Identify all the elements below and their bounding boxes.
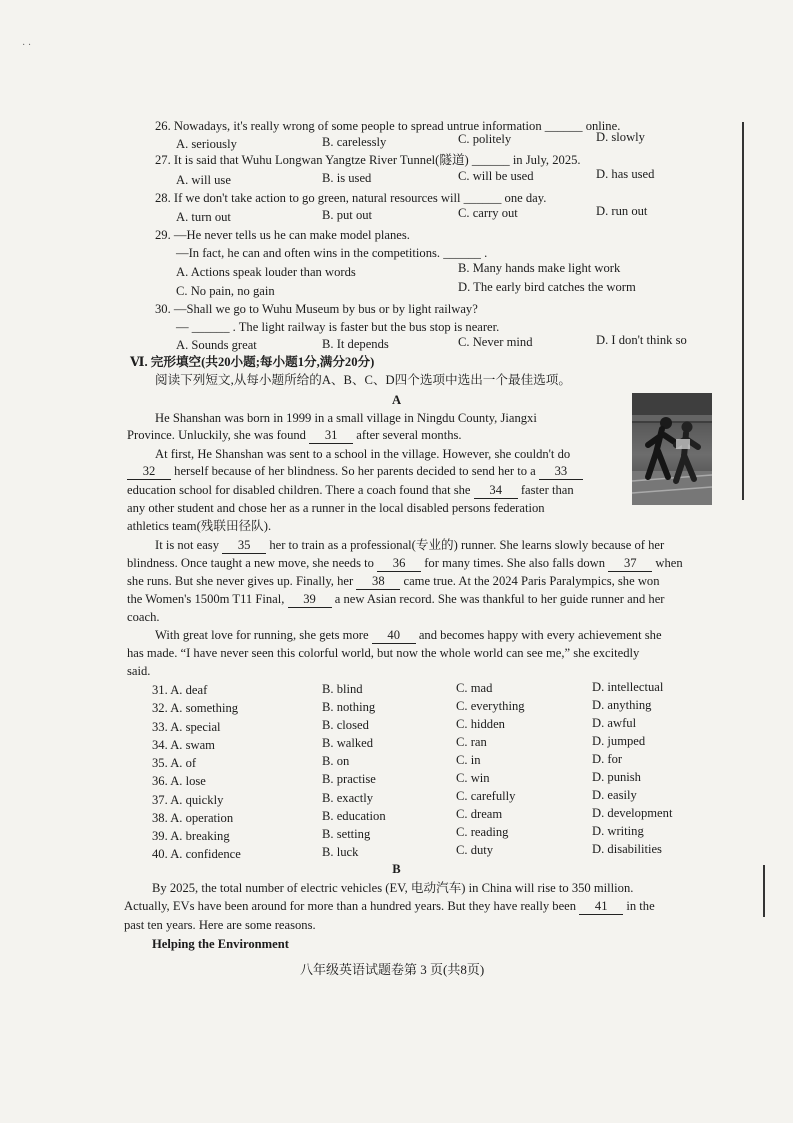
margin-rule-top bbox=[742, 122, 744, 500]
passage-text: in the bbox=[626, 899, 655, 913]
cloze-option: C. carefully bbox=[456, 789, 516, 803]
cloze-option: B. walked bbox=[322, 736, 374, 750]
cloze-option: C. reading bbox=[456, 825, 509, 839]
cloze-option: D. awful bbox=[592, 716, 637, 730]
cloze-option: D. jumped bbox=[592, 734, 646, 748]
option: A. Sounds great bbox=[176, 338, 257, 352]
cloze-option: D. punish bbox=[592, 770, 641, 784]
cloze-option: D. easily bbox=[592, 788, 637, 802]
cloze-option: D. development bbox=[592, 806, 673, 820]
section-title: Ⅵ. 完形填空(共20小题;每小题1分,满分20分) bbox=[130, 355, 375, 369]
passage-text: after several months. bbox=[356, 428, 462, 442]
option: C. will be used bbox=[458, 169, 534, 183]
passage-text: education school for disabled children. There a coach found that she bbox=[127, 483, 471, 497]
blank-35[interactable]: 35 bbox=[222, 537, 266, 554]
passage-line: At first, He Shanshan was sent to a school in the village. However, she couldn't do bbox=[155, 447, 571, 461]
blank-32[interactable]: 32 bbox=[127, 463, 171, 480]
section-instruction: 阅读下列短文,从每小题所给的A、B、C、D四个选项中选出一个最佳选项。 bbox=[155, 373, 571, 387]
passage-line bbox=[124, 898, 655, 915]
subheading: Helping the Environment bbox=[152, 937, 289, 951]
passage-line bbox=[127, 555, 683, 572]
option: C. Never mind bbox=[458, 335, 533, 349]
passage-line: He Shanshan was born in 1999 in a small village in Ningdu County, Jiangxi bbox=[155, 411, 537, 425]
passage-text: when bbox=[655, 556, 683, 570]
part-a-label: A bbox=[391, 393, 402, 407]
passage-line: has made. “I have never seen this colorful world, but now the whole world can see me,” she excitedly bbox=[127, 646, 640, 660]
question-stem-reply: — ______ . The light railway is faster but the bus stop is nearer. bbox=[176, 320, 500, 334]
blank-33[interactable]: 33 bbox=[539, 463, 583, 480]
cloze-option: 38. A. operation bbox=[152, 811, 234, 825]
question-stem: 28. If we don't take action to go green, natural resources will ______ one day. bbox=[155, 191, 547, 205]
cloze-option: B. luck bbox=[322, 845, 359, 859]
passage-text: herself because of her blindness. So her parents decided to send her to a bbox=[174, 464, 536, 478]
option: D. run out bbox=[596, 204, 648, 218]
passage-text: she runs. But she never gives up. Finally, her bbox=[127, 574, 354, 588]
question-stem: 30. —Shall we go to Wuhu Museum by bus or by light railway? bbox=[155, 302, 478, 316]
option: B. It depends bbox=[322, 337, 389, 351]
question-stem: 27. It is said that Wuhu Longwan Yangtze River Tunnel(隧道) ______ in July, 2025. bbox=[155, 153, 581, 167]
passage-line bbox=[127, 463, 583, 480]
cloze-option: B. education bbox=[322, 809, 386, 823]
blank-41[interactable]: 41 bbox=[579, 898, 623, 915]
cloze-option: D. intellectual bbox=[592, 680, 664, 694]
blank-39[interactable]: 39 bbox=[288, 591, 332, 608]
option: A. turn out bbox=[176, 210, 231, 224]
passage-line bbox=[155, 627, 662, 644]
passage-text: blindness. Once taught a new move, she needs to bbox=[127, 556, 374, 570]
passage-line: By 2025, the total number of electric vehicles (EV, 电动汽车) in China will rise to 350 million. bbox=[152, 881, 634, 895]
cloze-option: 36. A. lose bbox=[152, 774, 206, 788]
passage-line bbox=[127, 591, 664, 608]
cloze-option: B. blind bbox=[322, 682, 363, 696]
option: B. put out bbox=[322, 208, 373, 222]
option: B. is used bbox=[322, 171, 372, 185]
passage-line: said. bbox=[127, 664, 151, 678]
passage-line: any other student and chose her as a runner in the local disabled persons federation bbox=[127, 501, 545, 515]
question-stem: 29. —He never tells us he can make model planes. bbox=[155, 228, 410, 242]
question-stem: 26. Nowadays, it's really wrong of some people to spread untrue information ______ online. bbox=[155, 119, 621, 133]
passage-text: and becomes happy with every achievement she bbox=[418, 628, 662, 642]
cloze-option: B. practise bbox=[322, 772, 376, 786]
passage-text: Actually, EVs have been around for more than a hundred years. But they have really been bbox=[124, 899, 577, 913]
option: C. politely bbox=[458, 132, 512, 146]
passage-text: It is not easy bbox=[155, 538, 220, 552]
part-b-label: B bbox=[392, 862, 401, 876]
cloze-option: D. anything bbox=[592, 698, 652, 712]
passage-line: past ten years. Here are some reasons. bbox=[124, 918, 316, 932]
cloze-option: B. setting bbox=[322, 827, 371, 841]
passage-text: faster than bbox=[520, 483, 574, 497]
passage-line bbox=[127, 482, 574, 499]
cloze-option: 39. A. breaking bbox=[152, 829, 230, 843]
runner-photo-graphic bbox=[632, 393, 712, 505]
option: C. carry out bbox=[458, 206, 518, 220]
cloze-option: B. nothing bbox=[322, 700, 376, 714]
passage-line: coach. bbox=[127, 610, 160, 624]
option: D. I don't think so bbox=[596, 333, 687, 347]
runner-photo bbox=[632, 393, 712, 505]
cloze-option: D. writing bbox=[592, 824, 644, 838]
cloze-option: 32. A. something bbox=[152, 701, 239, 715]
blank-31[interactable]: 31 bbox=[309, 427, 353, 444]
cloze-option: C. ran bbox=[456, 735, 487, 749]
blank-40[interactable]: 40 bbox=[372, 627, 416, 644]
passage-text: With great love for running, she gets more bbox=[155, 628, 369, 642]
cloze-option: 34. A. swam bbox=[152, 738, 215, 752]
scan-mark: · · bbox=[22, 40, 32, 51]
blank-38[interactable]: 38 bbox=[356, 573, 400, 590]
cloze-option: D. for bbox=[592, 752, 623, 766]
option: A. Actions speak louder than words bbox=[176, 265, 356, 279]
passage-text: her to train as a professional(专业的) runner. She learns slowly because of her bbox=[269, 538, 665, 552]
cloze-option: C. win bbox=[456, 771, 490, 785]
passage-text: for many times. She also falls down bbox=[424, 556, 606, 570]
blank-37[interactable]: 37 bbox=[608, 555, 652, 572]
passage-text: came true. At the 2024 Paris Paralympics, she won bbox=[403, 574, 660, 588]
passage-line bbox=[127, 573, 660, 590]
passage-text: Province. Unluckily, she was found bbox=[127, 428, 306, 442]
cloze-option: 40. A. confidence bbox=[152, 847, 241, 861]
option: B. carelessly bbox=[322, 135, 387, 149]
cloze-option: 37. A. quickly bbox=[152, 793, 224, 807]
passage-line bbox=[127, 427, 462, 444]
option: A. will use bbox=[176, 173, 231, 187]
cloze-option: B. on bbox=[322, 754, 350, 768]
option: D. The early bird catches the worm bbox=[458, 280, 636, 294]
blank-36[interactable]: 36 bbox=[377, 555, 421, 572]
cloze-option: C. dream bbox=[456, 807, 503, 821]
blank-34[interactable]: 34 bbox=[474, 482, 518, 499]
cloze-option: 35. A. of bbox=[152, 756, 197, 770]
passage-text: a new Asian record. She was thankful to her guide runner and her bbox=[334, 592, 665, 606]
cloze-option: C. duty bbox=[456, 843, 494, 857]
passage-line: athletics team(残联田径队). bbox=[127, 519, 272, 533]
cloze-option: 33. A. special bbox=[152, 720, 221, 734]
cloze-option: C. in bbox=[456, 753, 481, 767]
option: C. No pain, no gain bbox=[176, 284, 275, 298]
option: D. has used bbox=[596, 167, 655, 181]
passage-line bbox=[155, 537, 664, 554]
cloze-option: 31. A. deaf bbox=[152, 683, 208, 697]
option: B. Many hands make light work bbox=[458, 261, 621, 275]
cloze-option: D. disabilities bbox=[592, 842, 662, 856]
cloze-option: C. hidden bbox=[456, 717, 505, 731]
question-stem-reply: —In fact, he can and often wins in the competitions. ______ . bbox=[176, 246, 488, 260]
passage-text: the Women's 1500m T11 Final, bbox=[127, 592, 285, 606]
option: D. slowly bbox=[596, 130, 645, 144]
cloze-option: B. exactly bbox=[322, 791, 374, 805]
option: A. seriously bbox=[176, 137, 237, 151]
page-footer: 八年级英语试题卷第 3 页(共8页) bbox=[300, 962, 485, 977]
cloze-option: C. everything bbox=[456, 699, 525, 713]
cloze-option: C. mad bbox=[456, 681, 493, 695]
cloze-option: B. closed bbox=[322, 718, 369, 732]
